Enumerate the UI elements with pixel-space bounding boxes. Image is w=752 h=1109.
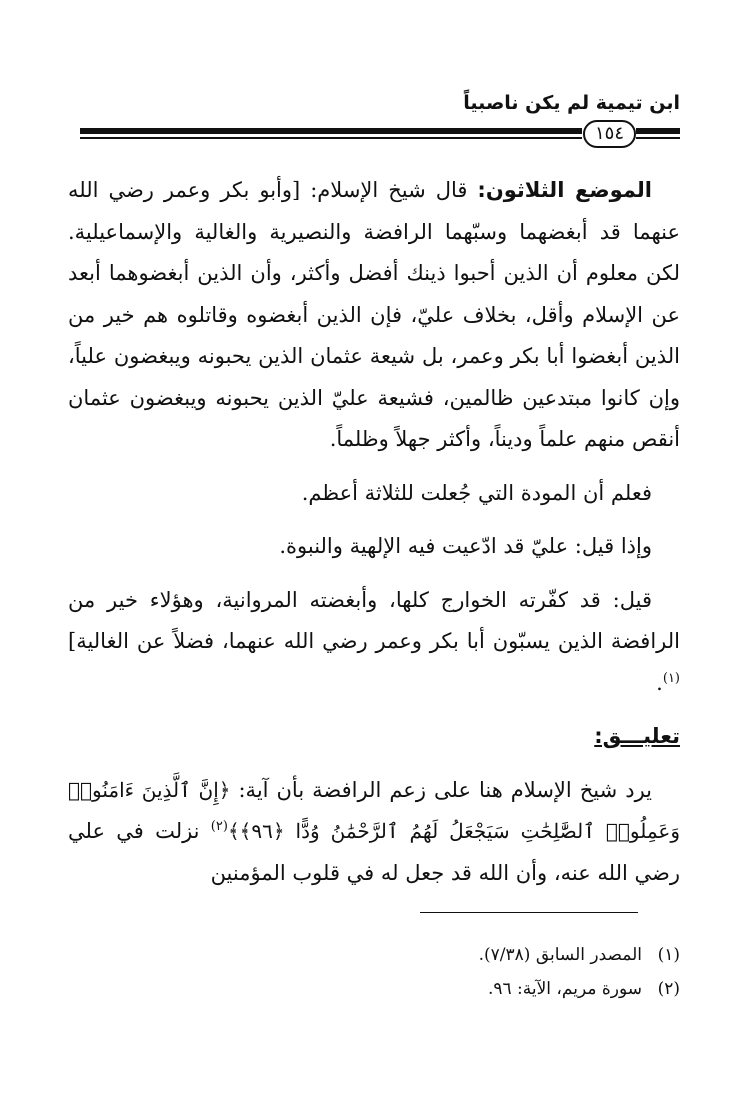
footnote-ref-2[interactable]: (٢): [210, 819, 228, 834]
footnote-1: [160, 938, 680, 972]
header-rule-right-thin: [636, 137, 680, 139]
paragraph-5-start: يرد شيخ الإسلام هنا على زعم الرافضة بأن آية:: [230, 777, 652, 802]
paragraph-1: [68, 170, 680, 461]
paragraph-3: وإذا قيل: عليّ قد ادّعيت فيه الإلهية والنبوة.: [279, 534, 652, 558]
paragraph-2: فعلم أن المودة التي جُعلت للثلاثة أعظم.: [301, 480, 652, 505]
quran-verse: ﴿إِنَّ ٱلَّذِينَ ءَامَنُوا۟ وَعَمِلُوا۟ ٱلصَّٰلِحَٰتِ سَيَجْعَلُ لَهُمُ ٱلرَّحْمَٰنُ وُدًّا ﴿٩٦﴾﴾: [68, 777, 680, 843]
footnote-2: [160, 972, 680, 1006]
page-number: ١٥٤: [583, 120, 636, 148]
running-header: ابن تيمية لم يكن ناصبياً: [463, 92, 680, 114]
paragraph-5-end: نزلت في علي رضي الله عنه، وأن الله قد جعل له في قلوب المؤمنين: [68, 819, 680, 885]
section-label: الموضع الثلاثون:: [477, 178, 652, 202]
footnote-number: (٢): [657, 979, 680, 999]
header-rule-thin: [80, 137, 582, 139]
footnote-number: (١): [657, 945, 680, 965]
footnote-text: سورة مريم، الآية: ٩٦.: [487, 979, 642, 999]
heading-text: تعليـــق:: [594, 724, 680, 748]
paragraph-4-text: قيل: قد كفّرته الخوارج كلها، وأبغضته المروانية، وهؤلاء خير من الرافضة الذين يسبّون أبا بكر وعمر رضي الله عنهما، فضلاً عن الغالية]: [68, 587, 680, 653]
footnotes: [160, 938, 680, 1006]
footnote-ref-1[interactable]: (١): [662, 670, 680, 686]
paragraph-1-text: قال شيخ الإسلام: [وأبو بكر وعمر رضي الله عنهما قد أبغضهما وسبّهما الرافضة والنصيرية والغالية والإسماعيلية. لكن معلوم أن الذين أحبوا ذينك أفضل وأكثر، وأن الذين أبغضوهما أبعد عن الإسلام وأقل، بخلاف عليّ، فإن الذين أبغضوه وقاتلوه هم خير من الذين أبغضوا أبا بكر وعمر، بل شيعة عثمان الذين يحبونه ويبغضون علياً، وإن كانوا مبتدعين ظالمين، فشيعة عليّ الذين يحبونه ويبغضون عثمان أنقص منهم علماً وديناً، وأكثر جهلاً وظلماً.: [68, 178, 680, 451]
footnote-separator: [420, 912, 638, 913]
paragraph-4-end: .: [656, 670, 663, 695]
paragraph-4: [68, 580, 680, 705]
footnote-text: المصدر السابق (٧/٣٨).: [478, 945, 642, 965]
paragraph-5: [68, 770, 680, 895]
commentary-heading: [68, 716, 680, 758]
header-rule-thick: [80, 128, 582, 134]
main-text: [68, 170, 680, 894]
header-rule-right-thick: [636, 128, 680, 134]
